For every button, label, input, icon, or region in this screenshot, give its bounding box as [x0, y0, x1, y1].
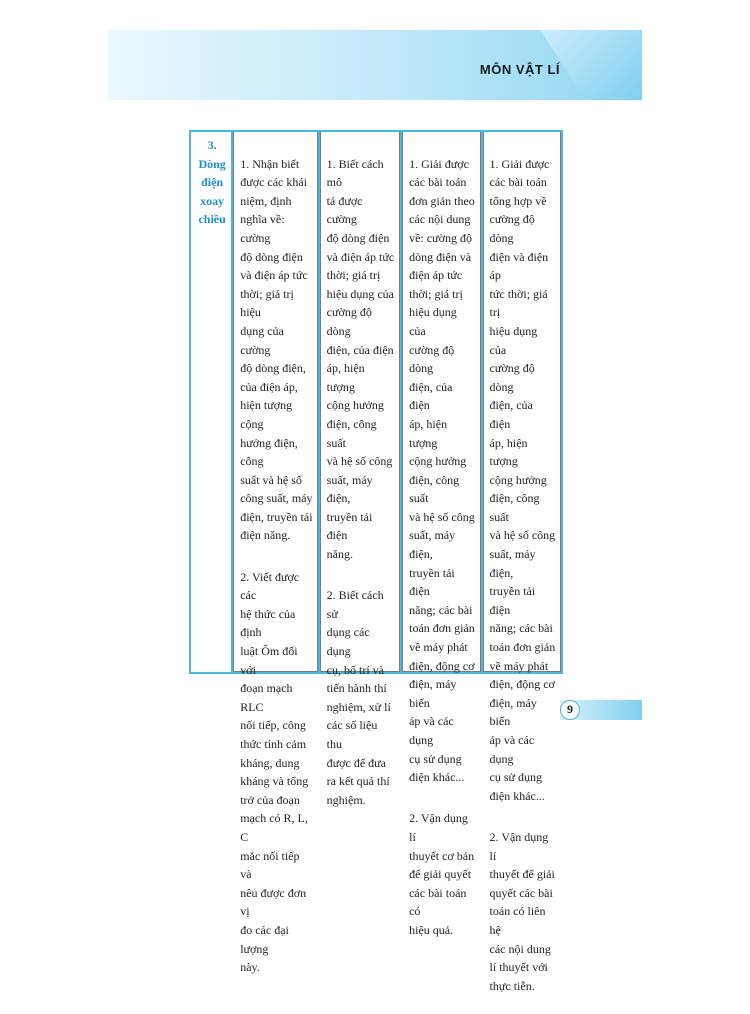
- subject-title: MÔN VẬT LÍ: [479, 62, 560, 77]
- cell-content: [483, 132, 561, 993]
- cell-paragraph: 1. Giải được các bài toán đơn giản theo các nội dung về: cường độ dòng điện và điện áp tức thời; giá trị hiệu dụng của cường độ dòng điện, của điện áp, hiện tượng cộng hưởng điện, công suất và hệ số công suất, máy điện, truyền tải điện năng; các bài toán đơn giản về máy phát điện, động cơ điện, máy biến áp và các dụng cụ sử dụng điện khác...: [409, 156, 475, 785]
- table-cell: [319, 131, 401, 807]
- topic-cell: [190, 131, 232, 673]
- cell-content: [233, 132, 317, 975]
- cell-paragraph: 2. Vận dụng lí thuyết để giải quyết các bài toán có liên hệ các nội dung lí thuyết với thực tiễn.: [489, 829, 555, 993]
- page-number: 9: [560, 700, 580, 720]
- cell-paragraph: 2. Biết cách sử dụng các dụng cụ, bố trí và tiến hành thí nghiệm, xử lí các số liệu thu được để đưa ra kết quả thí nghiệm.: [326, 588, 391, 807]
- table-row: [190, 131, 562, 673]
- cell-paragraph: 1. Giải được các bài toán tổng hợp về cường độ dòng điện và điện áp tức thời; giá trị hiệu dụng của cường độ dòng điện, của điện áp, hiện tượng cộng hưởng điện, công suất và hệ số công suất, máy điện, truyền tải điện năng; các bài toán đơn giản về máy phát điện, động cơ điện, máy biến áp và các dụng cụ sử dụng điện khác...: [489, 156, 556, 803]
- cell-paragraph: 2. Viết được các hệ thức của định luật Ôm đối với đoạn mạch RLC nối tiếp, công thức tính cảm kháng, dung kháng và tổng trở của đoạn mạch có R, L, C mắc nối tiếp và nêu được đơn vị đo các đại lượng này.: [240, 569, 309, 975]
- table-cell: [401, 131, 481, 937]
- table-cell: [482, 131, 562, 993]
- cell-content: [402, 132, 480, 937]
- table-cell: [232, 131, 318, 975]
- cell-paragraph: 1. Nhận biết được các khái niệm, định nghĩa về: cường độ dòng điện và điện áp tức thời; giá trị hiệu dụng của cường độ dòng điện, của điện áp, hiện tượng cộng hưởng điện, công suất và hệ số công suất, máy điện, truyền tải điện năng.: [240, 156, 313, 543]
- curriculum-table: [189, 130, 563, 993]
- topic-label: 3. Dòng điện xoay chiều: [198, 138, 226, 227]
- cell-paragraph: 1. Biết cách mô tả được cường độ dòng điện và điện áp tức thời; giá trị hiệu dụng của cường độ dòng điện, của điện áp, hiện tượng cộng hưởng điện, công suất và hệ số công suất, máy điện, truyền tải điện năng.: [326, 156, 395, 562]
- cell-paragraph: 2. Vận dụng lí thuyết cơ bản để giải quyết các bài toán có hiệu quả.: [409, 811, 475, 937]
- cell-content: [320, 132, 400, 807]
